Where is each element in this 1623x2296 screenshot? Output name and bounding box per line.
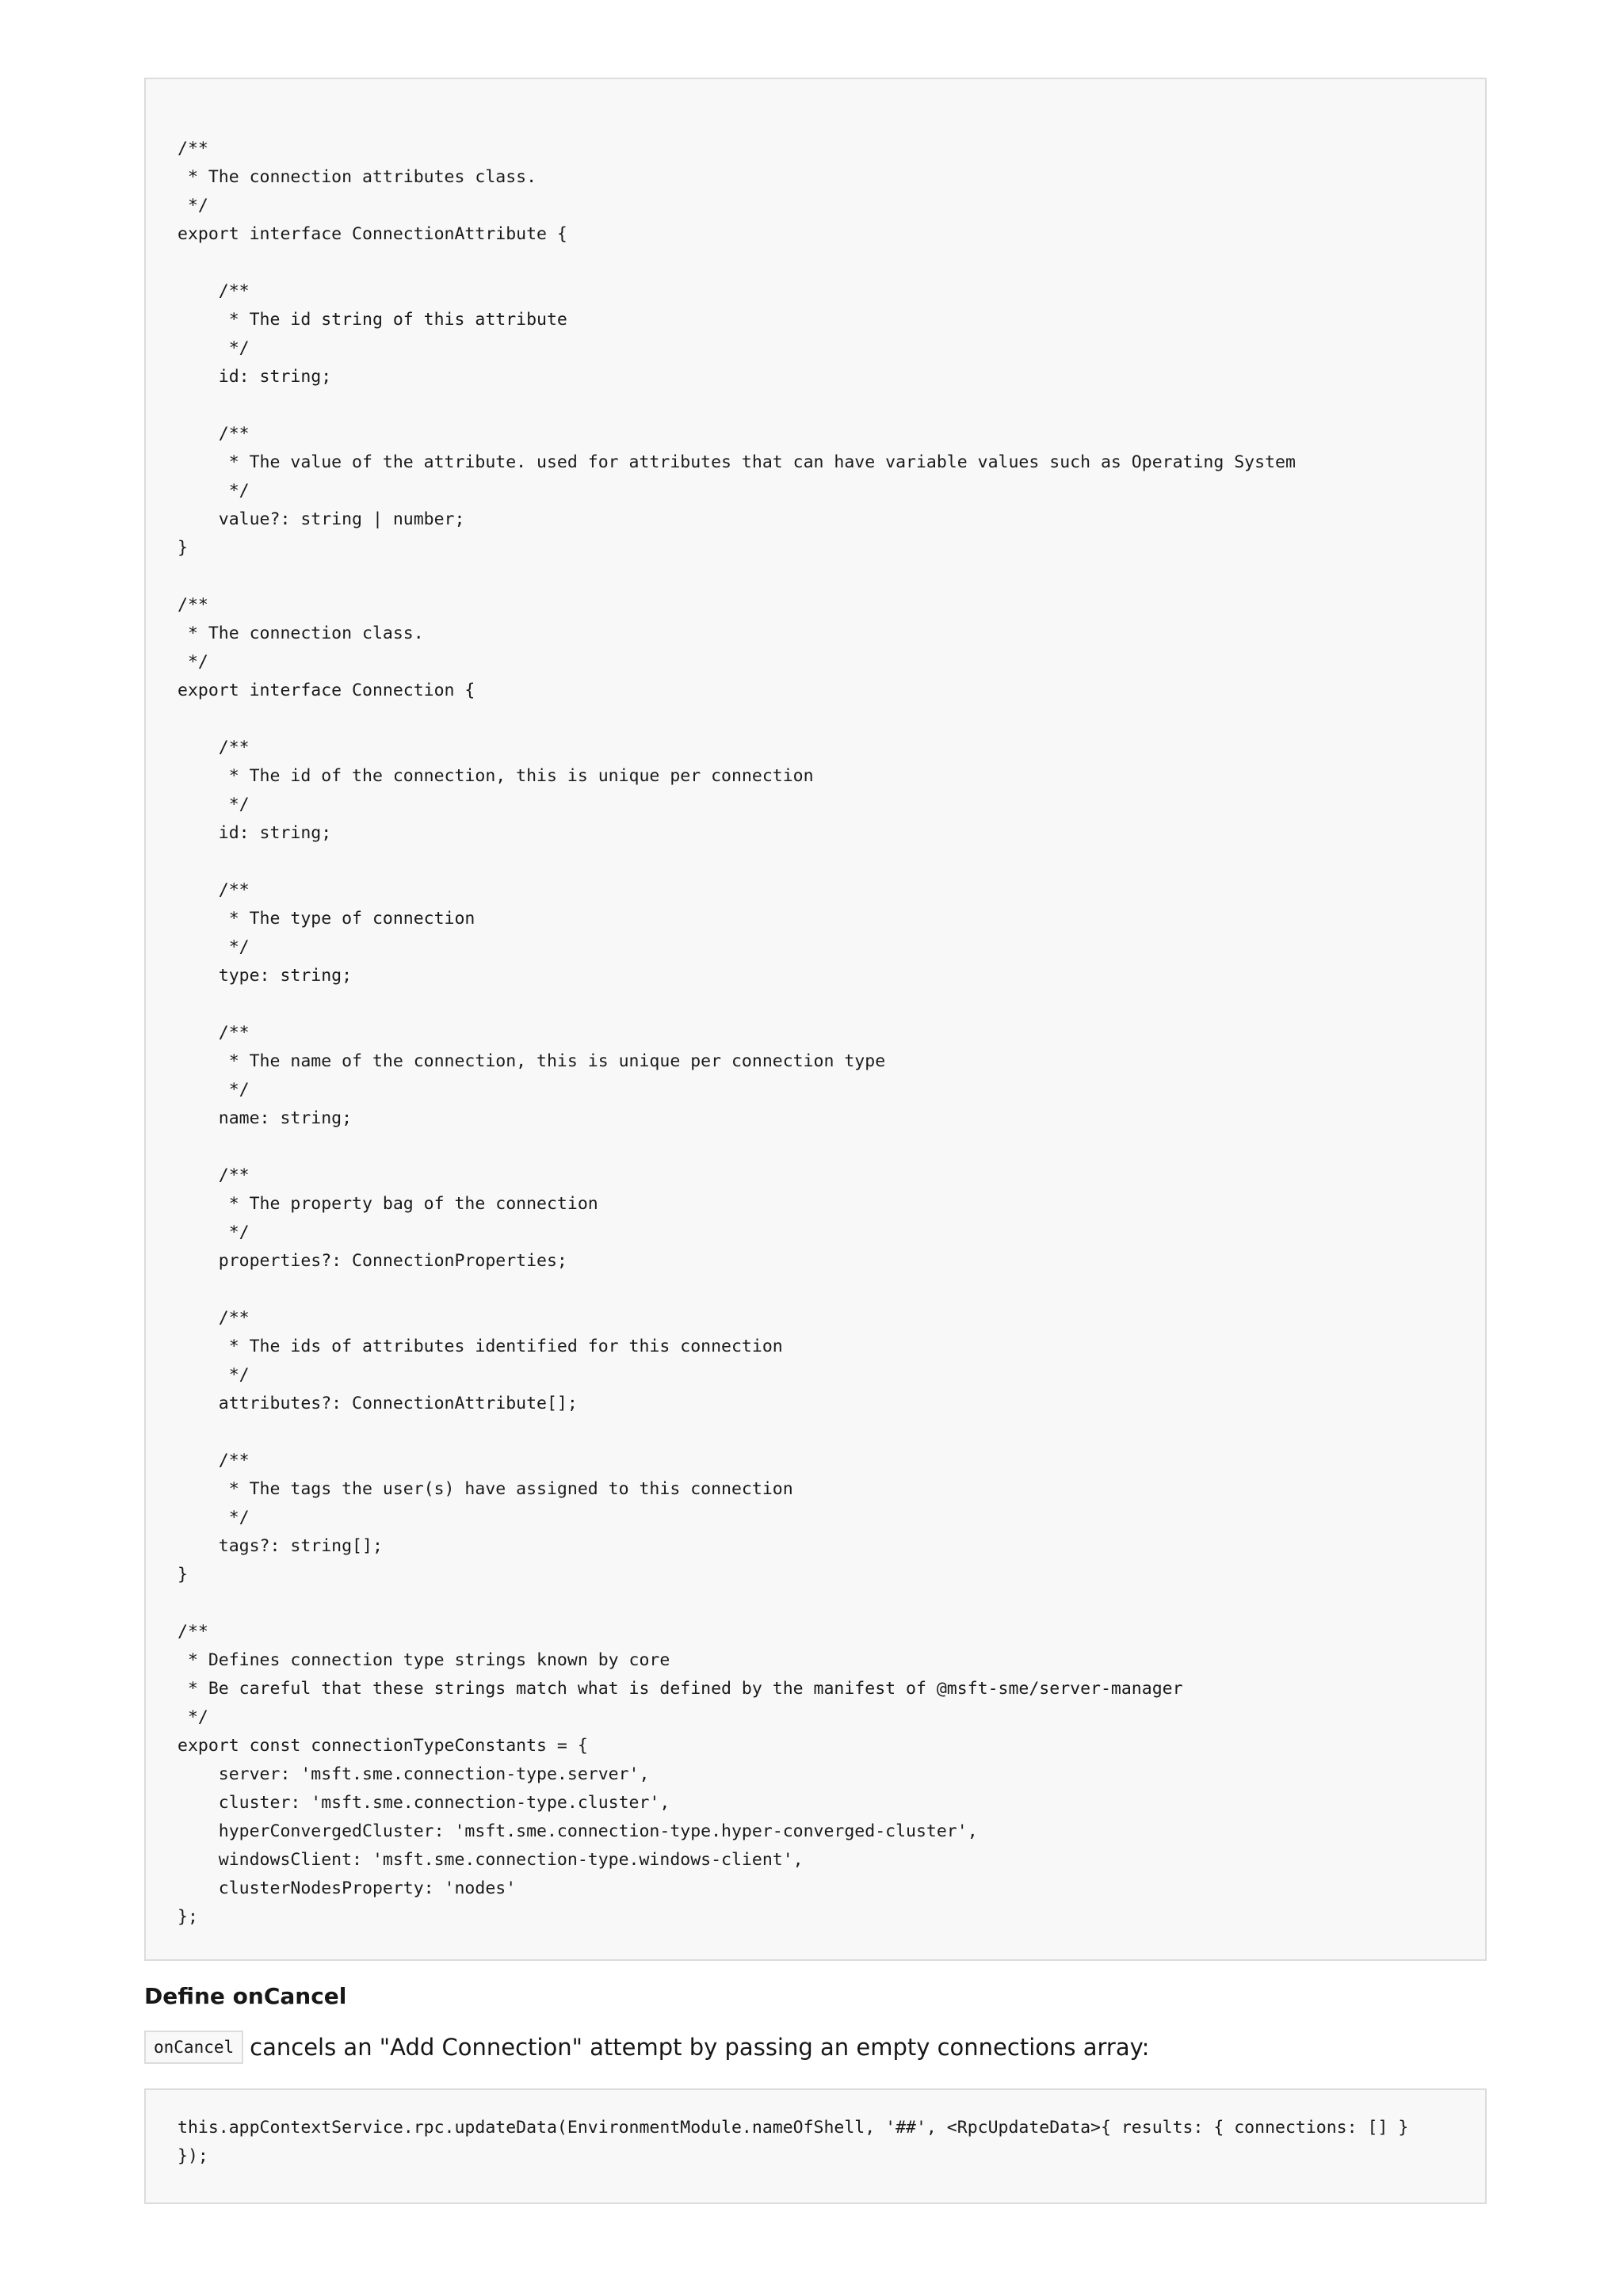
- inline-code-oncancel: onCancel: [144, 2031, 243, 2064]
- code-lines: this.appContextService.rpc.updateData(EnvironmentModule.nameOfShell, '##', <RpcUpdateData>{ results: { connections: [] } });: [178, 2118, 1409, 2166]
- code-block-oncancel: [144, 2088, 1487, 2204]
- paragraph-text: cancels an "Add Connection" attempt by passing an empty connections array:: [250, 2034, 1150, 2061]
- code-block-connection-interfaces: [144, 78, 1487, 1961]
- section-paragraph: [144, 2030, 1149, 2065]
- section-heading: Define onCancel: [144, 1983, 347, 2009]
- code-lines: /** * The connection attributes class. */ export interface ConnectionAttribute { /** * The id string of this attribute */ id: string; /** * The value of the attribute. used for attributes that can have variable values such as Operating System */ value?: string | number; } /** * The connection class. */ export interface Connection { /** * The id of the connection, this is unique per connection */ id: string; /** * The type of connection */ type: string; /** * The name of the connection, this is unique per connection type */ name: string; /** * The property bag of the connection */ properties?: ConnectionProperties; /** * The ids of attributes identified for this connection */ attributes?: ConnectionAttribute[]; /** * The tags the user(s) have assigned to this connection */ tags?: string[]; } /** * Defines connection type strings known by core * Be careful that these strings match what is defined by the manifest of @msft-sme/server-manager */ export const connectionTypeConstants = { server: 'msft.sme.connection-type.server', cluster: 'msft.sme.connection-type.cluster', hyperConvergedCluster: 'msft.sme.connection-type.hyper-converged-cluster', windowsClient: 'msft.sme.connection-type.windows-client', clusterNodesProperty: 'nodes' };: [178, 139, 1296, 1927]
